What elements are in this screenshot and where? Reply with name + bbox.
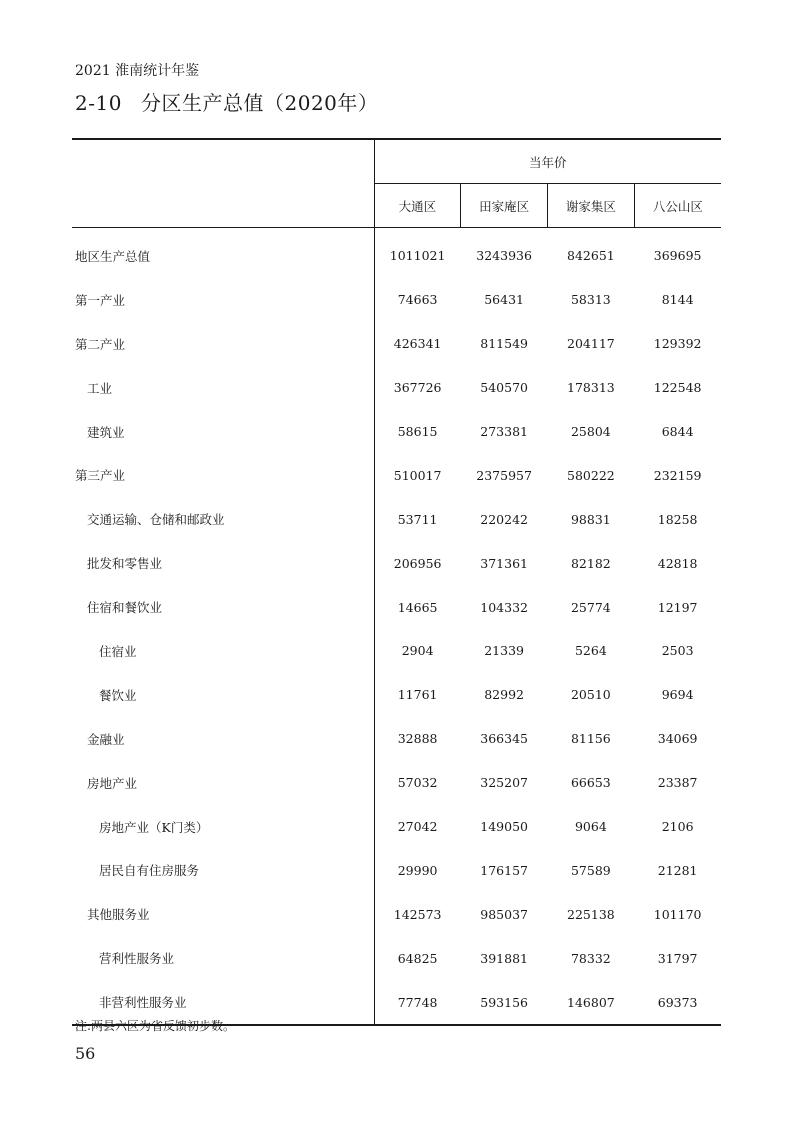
cell-value: 101170	[653, 906, 702, 922]
row-label: 住宿业	[72, 629, 374, 673]
cell-value: 31797	[657, 950, 698, 966]
cell-value: 57032	[397, 775, 438, 791]
cell-value: 367726	[393, 380, 442, 396]
table-row	[72, 278, 721, 322]
table-row	[72, 453, 721, 497]
cell-value: 21281	[657, 862, 698, 878]
table-row	[72, 366, 721, 410]
cell-value: 142573	[393, 906, 442, 922]
cell-value: 593156	[461, 980, 548, 1025]
cell-value: 77748	[374, 980, 461, 1025]
cell-value: 178313	[567, 380, 615, 396]
table-row	[72, 673, 721, 717]
cell-value: 57589	[570, 862, 611, 878]
cell-value: 426341	[393, 336, 442, 352]
row-label: 第一产业	[72, 278, 374, 322]
cell-value: 98831	[570, 511, 611, 527]
cell-value: 1011021	[389, 248, 446, 264]
cell-value: 23387	[657, 775, 698, 791]
header-group-current-price: 当年价	[374, 139, 721, 184]
cell-value: 540570	[480, 380, 528, 396]
cell-value: 34069	[657, 731, 698, 747]
cell-value: 25774	[570, 599, 611, 615]
cell-value: 8144	[661, 292, 694, 308]
cell-value: 18258	[657, 511, 698, 527]
row-label: 交通运输、仓储和邮政业	[72, 497, 374, 541]
table-row	[72, 228, 721, 278]
cell-value: 232159	[653, 467, 702, 483]
cell-value: 27042	[397, 819, 438, 835]
row-label: 第三产业	[72, 453, 374, 497]
table-row	[72, 497, 721, 541]
table-body	[72, 228, 721, 1026]
gdp-by-district-table	[72, 138, 721, 1026]
cell-value: 56431	[484, 292, 524, 308]
cell-value: 6844	[661, 424, 694, 439]
cell-value: 78332	[570, 950, 611, 966]
table-title	[75, 87, 378, 116]
cell-value: 220242	[480, 511, 528, 527]
row-label: 其他服务业	[72, 892, 374, 936]
column-header-xiejiaji: 谢家集区	[548, 184, 635, 228]
cell-value: 58313	[570, 292, 611, 308]
table-row	[72, 410, 721, 454]
cell-value: 9064	[574, 819, 607, 835]
row-label: 房地产业	[72, 761, 374, 805]
column-header-datong: 大通区	[374, 184, 461, 228]
row-label: 第二产业	[72, 322, 374, 366]
cell-value: 122548	[653, 380, 702, 396]
row-label: 批发和零售业	[72, 541, 374, 585]
row-label: 营利性服务业	[72, 936, 374, 980]
table-row	[72, 629, 721, 673]
cell-value: 74663	[397, 292, 438, 308]
cell-value: 146807	[548, 980, 635, 1025]
table-row	[72, 805, 721, 849]
cell-value: 2375957	[476, 467, 532, 483]
cell-value: 391881	[480, 950, 528, 966]
cell-value: 12197	[657, 599, 698, 615]
cell-value: 580222	[567, 467, 615, 483]
column-header-tianjiaan: 田家庵区	[461, 184, 548, 228]
cell-value: 82992	[484, 687, 524, 703]
column-header-bagongshan: 八公山区	[634, 184, 721, 228]
cell-value: 2904	[401, 643, 434, 659]
cell-value: 369695	[653, 248, 702, 264]
cell-value: 81156	[570, 731, 611, 747]
cell-value: 11761	[397, 687, 438, 703]
table-row	[72, 892, 721, 936]
cell-value: 29990	[397, 862, 438, 878]
cell-value: 32888	[397, 731, 438, 747]
cell-value: 206956	[393, 555, 442, 571]
cell-value: 510017	[393, 467, 442, 483]
row-label: 工业	[72, 366, 374, 410]
row-label: 住宿和餐饮业	[72, 585, 374, 629]
table-row	[72, 541, 721, 585]
cell-value: 2106	[661, 819, 694, 835]
table-row	[72, 585, 721, 629]
book-title: 2021 淮南统计年鉴	[75, 63, 200, 79]
table-row	[72, 761, 721, 805]
cell-value: 2503	[661, 643, 694, 659]
table-row	[72, 717, 721, 761]
row-label: 房地产业（K门类）	[72, 805, 374, 849]
cell-value: 42818	[657, 555, 698, 571]
table-row	[72, 936, 721, 980]
cell-value: 3243936	[476, 248, 532, 264]
cell-value: 371361	[480, 555, 528, 571]
cell-value: 64825	[397, 950, 438, 966]
cell-value: 82182	[570, 555, 611, 571]
cell-value: 204117	[567, 336, 615, 352]
header-corner	[72, 139, 374, 228]
table-number: 2-10	[75, 91, 122, 115]
cell-value: 14665	[397, 599, 438, 615]
cell-value: 149050	[480, 819, 528, 835]
table-note: 注:两县六区为省反馈初步数。	[75, 1019, 236, 1033]
cell-value: 66653	[570, 775, 611, 791]
row-label: 居民自有住房服务	[72, 848, 374, 892]
cell-value: 325207	[480, 775, 528, 791]
row-label: 非营利性服务业	[72, 980, 374, 1025]
cell-value: 9694	[661, 687, 694, 703]
table-title-text: 分区生产总值（2020年）	[141, 91, 379, 115]
row-label: 建筑业	[72, 410, 374, 454]
cell-value: 176157	[480, 862, 528, 878]
row-label: 地区生产总值	[72, 228, 374, 278]
cell-value: 985037	[480, 906, 528, 922]
table-row	[72, 322, 721, 366]
page-number: 56	[75, 1044, 96, 1063]
cell-value: 842651	[567, 248, 615, 264]
cell-value: 225138	[567, 906, 615, 922]
cell-value: 5264	[574, 643, 607, 659]
row-label: 餐饮业	[72, 673, 374, 717]
cell-value: 20510	[570, 687, 611, 703]
cell-value: 53711	[397, 511, 438, 527]
row-label: 金融业	[72, 717, 374, 761]
cell-value: 129392	[653, 336, 702, 352]
cell-value: 366345	[480, 731, 528, 747]
cell-value: 21339	[484, 643, 524, 659]
cell-value: 273381	[480, 424, 528, 439]
cell-value: 104332	[480, 599, 528, 615]
cell-value: 811549	[480, 336, 528, 352]
cell-value: 25804	[570, 424, 611, 439]
cell-value: 69373	[634, 980, 721, 1025]
cell-value: 58615	[397, 424, 438, 439]
table-row	[72, 848, 721, 892]
